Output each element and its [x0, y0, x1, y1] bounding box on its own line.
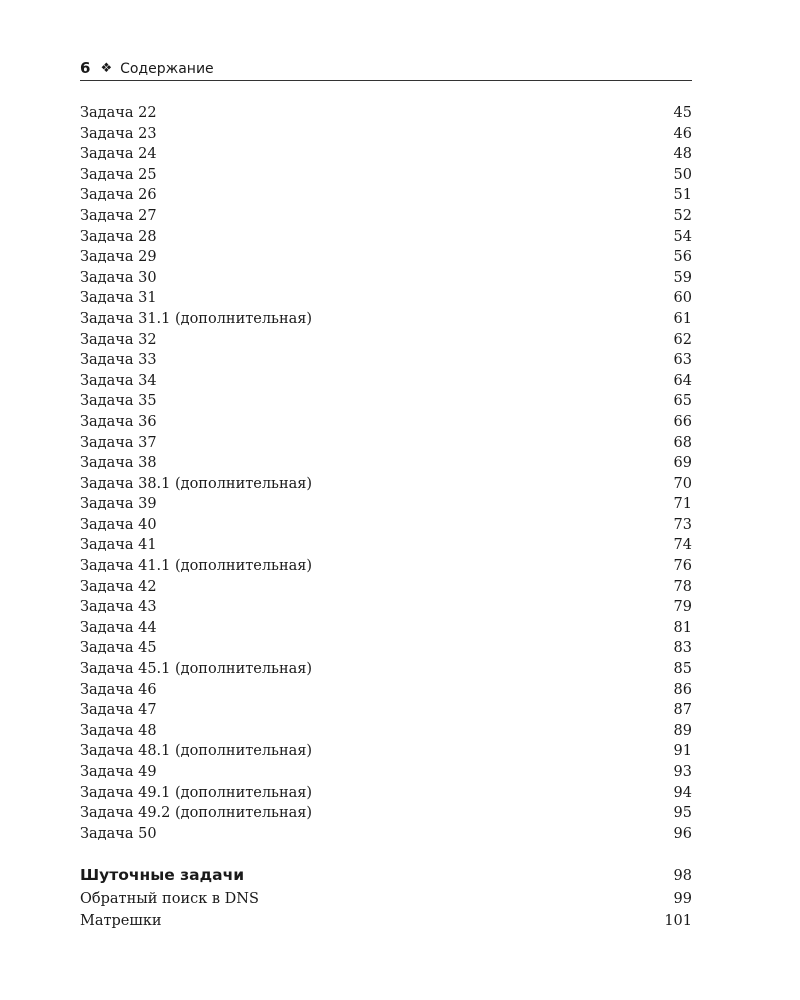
toc-entry-page: 85: [673, 661, 692, 678]
toc-entry-label: Задача 39: [80, 496, 157, 513]
toc-entry[interactable]: [80, 124, 692, 145]
toc-entry-label: Задача 24: [80, 146, 157, 163]
toc-entry-label: Задача 44: [80, 619, 157, 636]
toc-entry[interactable]: [80, 680, 692, 701]
toc-entry[interactable]: [80, 268, 692, 289]
toc-entry-page: 96: [673, 825, 692, 842]
toc-entry[interactable]: [80, 659, 692, 680]
toc-entry-label: Задача 43: [80, 599, 157, 616]
toc-entry[interactable]: [80, 288, 692, 309]
toc-entry-page: 64: [673, 372, 692, 389]
toc-entry-label: Задача 23: [80, 125, 157, 142]
toc-entry-page: 93: [673, 764, 692, 780]
toc-entry[interactable]: [80, 453, 692, 474]
toc-section-label: Шуточные задачи: [80, 866, 245, 885]
toc-entry[interactable]: [80, 474, 692, 495]
toc-entry-label: Задача 34: [80, 372, 157, 389]
toc-entry-label: Задача 38.1 (дополнительная): [80, 475, 313, 492]
toc-entry-label: Задача 47: [80, 702, 157, 719]
toc-entry-page: 61: [673, 310, 692, 327]
header-title: Содержание: [120, 61, 214, 77]
toc-entry-page: 52: [673, 207, 692, 224]
toc-entry[interactable]: [80, 494, 692, 515]
toc-entry-page: 89: [673, 722, 692, 739]
toc-entry-label: Задача 42: [80, 578, 157, 595]
toc-entry-label: Задача 40: [80, 516, 157, 533]
toc-entry-page: 81: [673, 619, 692, 636]
toc-entry-label: Задача 41: [80, 537, 157, 554]
toc-entry-label: Задача 27: [80, 207, 157, 224]
toc-entry-page: 94: [673, 784, 692, 801]
toc-section[interactable]: [80, 862, 692, 888]
toc-entry-label: Задача 30: [80, 269, 157, 286]
toc-entry[interactable]: [80, 741, 692, 762]
toc-entry-label: Задача 31.1 (дополнительная): [80, 310, 313, 327]
toc-entry-label: Задача 32: [80, 331, 157, 348]
toc-entry-label: Задача 38: [80, 455, 157, 472]
toc-entry-page: 86: [673, 681, 692, 698]
toc-entry-page: 95: [673, 805, 692, 822]
toc-entry[interactable]: [80, 165, 692, 186]
toc-entry-page: 66: [673, 413, 692, 430]
toc-entry-label: Задача 45.1 (дополнительная): [80, 661, 313, 678]
toc-entry-page: 45: [673, 105, 692, 121]
toc-entries: [80, 103, 692, 844]
toc-entry-page: 56: [673, 249, 692, 266]
toc-entry-label: Задача 26: [80, 187, 157, 204]
toc-entry[interactable]: [80, 910, 692, 932]
toc-entry[interactable]: [80, 721, 692, 742]
toc-entry[interactable]: [80, 597, 692, 618]
toc-entry-label: Задача 37: [80, 434, 157, 451]
toc-entry[interactable]: [80, 824, 692, 845]
toc-entry-page: 79: [673, 599, 692, 616]
toc-entry-page: 69: [673, 455, 692, 472]
toc-entry-page: 60: [673, 290, 692, 307]
toc-entry[interactable]: [80, 206, 692, 227]
toc-entry[interactable]: [80, 103, 692, 124]
running-header: [80, 58, 692, 81]
toc-entry-label: Задача 46: [80, 681, 157, 698]
toc-entry[interactable]: [80, 556, 692, 577]
toc-entry-label: Матрешки: [80, 913, 162, 930]
toc-entry[interactable]: [80, 185, 692, 206]
toc-entry[interactable]: [80, 638, 692, 659]
toc-entry-label: Задача 36: [80, 413, 157, 430]
toc-entry-label: Задача 31: [80, 290, 157, 307]
toc-entry[interactable]: [80, 577, 692, 598]
toc-entry-page: 83: [673, 640, 692, 657]
toc-entry-page: 65: [673, 393, 692, 410]
toc-entry-page: 63: [673, 352, 692, 369]
toc-entry-label: Задача 22: [80, 105, 157, 121]
toc-entry-label: Задача 35: [80, 393, 157, 410]
toc-entry-label: Задача 45: [80, 640, 157, 657]
toc-entry[interactable]: [80, 227, 692, 248]
toc-entry[interactable]: [80, 803, 692, 824]
toc-entry-label: Задача 49: [80, 764, 157, 780]
toc-entry-label: Задача 29: [80, 249, 157, 266]
toc-entry-page: 54: [673, 228, 692, 245]
toc-entry-page: 101: [664, 913, 692, 930]
toc-entry-page: 74: [673, 537, 692, 554]
toc-entry-page: 78: [673, 578, 692, 595]
toc-entry[interactable]: [80, 618, 692, 639]
fleuron-icon: ❖: [100, 61, 113, 76]
toc-entry-page: 51: [673, 187, 692, 204]
toc-entry-page: 87: [673, 702, 692, 719]
toc-entry-label: Задача 41.1 (дополнительная): [80, 558, 313, 575]
toc-entry[interactable]: [80, 330, 692, 351]
toc-entry-page: 46: [673, 125, 692, 142]
toc-entry[interactable]: [80, 309, 692, 330]
toc-entry-label: Задача 33: [80, 352, 157, 369]
toc-entry-page: 99: [673, 891, 692, 908]
toc-entry[interactable]: [80, 888, 692, 910]
toc-entry-page: 71: [673, 496, 692, 513]
toc-entry-label: Задача 48.1 (дополнительная): [80, 743, 313, 760]
toc-section-items: [80, 888, 692, 932]
toc-entry[interactable]: [80, 762, 692, 783]
toc-entry[interactable]: [80, 371, 692, 392]
toc-entry-page: 76: [673, 558, 692, 575]
toc-section-page: 98: [673, 868, 692, 885]
toc-entry-label: Задача 49.2 (дополнительная): [80, 805, 313, 822]
toc-entry-page: 50: [673, 166, 692, 183]
toc-entry-page: 91: [673, 743, 692, 760]
toc-entry[interactable]: [80, 783, 692, 804]
toc-entry-label: Задача 50: [80, 825, 157, 842]
toc-entry[interactable]: [80, 433, 692, 454]
toc-entry-label: Обратный поиск в DNS: [80, 891, 259, 908]
toc-entry[interactable]: [80, 247, 692, 268]
toc-entry[interactable]: [80, 515, 692, 536]
toc-entry-label: Задача 49.1 (дополнительная): [80, 784, 313, 801]
toc-entry-label: Задача 48: [80, 722, 157, 739]
toc-entry[interactable]: [80, 350, 692, 371]
toc-entry[interactable]: [80, 144, 692, 165]
section-spacer: [80, 844, 692, 862]
toc-entry[interactable]: [80, 700, 692, 721]
toc-entry[interactable]: [80, 391, 692, 412]
toc-entry[interactable]: [80, 535, 692, 556]
toc-entry-page: 70: [673, 475, 692, 492]
toc-entry[interactable]: [80, 412, 692, 433]
page-number: 6: [80, 59, 91, 77]
toc-entry-page: 48: [673, 146, 692, 163]
toc-entry-label: Задача 28: [80, 228, 157, 245]
toc-entry-page: 73: [673, 516, 692, 533]
toc-entry-page: 59: [673, 269, 692, 286]
toc-entry-page: 62: [673, 331, 692, 348]
table-of-contents: [80, 103, 692, 932]
toc-entry-label: Задача 25: [80, 166, 157, 183]
toc-entry-page: 68: [673, 434, 692, 451]
